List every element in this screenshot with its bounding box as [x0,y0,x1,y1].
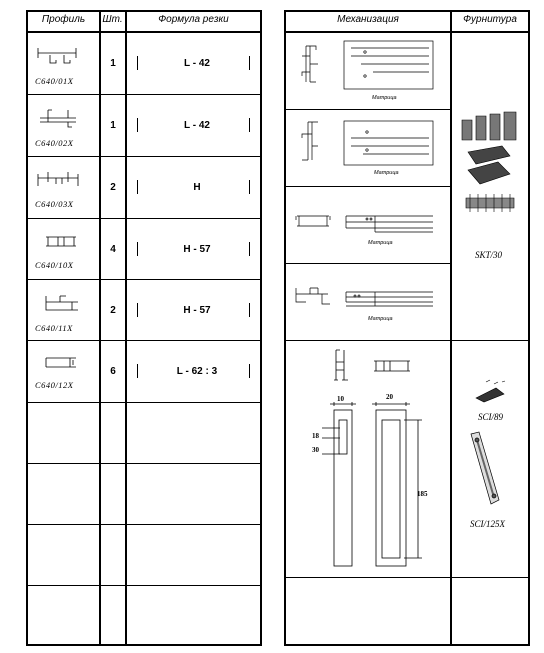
dimension-label: 20 [386,393,393,401]
formula-value: H - 57 [183,305,211,316]
formula-value: L - 42 [184,58,210,69]
profile-icon [44,294,82,314]
milling-drawing [318,402,440,572]
column-divider [450,10,452,646]
formula-value: L - 62 : 3 [176,366,218,377]
hardware-kit-label: SKT/30 [475,250,503,260]
profile-icon [44,234,80,250]
profile-section-drawing [330,348,352,382]
dimension-label: 30 [312,446,319,454]
header-hardware: Фурнитура [463,14,517,25]
qty-value: 2 [110,182,116,193]
qty-value: 6 [110,366,116,377]
qty-value: 4 [110,244,116,255]
hardware-kit-drawing [458,112,522,224]
matrix-drawing [345,214,435,234]
hardware-item-label: SCI/89 [478,412,504,422]
column-divider [99,10,101,646]
formula-value: L - 42 [184,120,210,131]
row-divider [26,463,262,464]
header-qty: Шт. [102,14,123,25]
profile-section-drawing [372,359,412,375]
matrix-label: Матрица [374,170,399,176]
row-divider [26,340,262,341]
formula-bar-right [249,56,250,70]
row-divider [284,577,530,578]
matrix-drawing [345,290,435,308]
row-divider [284,109,451,110]
qty-value: 2 [110,305,116,316]
profile-code: C640/03X [35,199,74,209]
hardware-item-drawing [465,432,505,506]
profile-code: C640/11X [35,323,73,333]
row-divider [284,263,451,264]
column-divider [125,10,127,646]
dimension-label: 10 [337,395,344,403]
formula-bar-right [249,242,250,256]
formula-value: H [193,182,201,193]
qty-value: 1 [110,120,116,131]
header-formula: Формула резки [158,14,229,25]
matrix-drawing [343,40,435,92]
formula-bar-right [249,303,250,317]
qty-value: 1 [110,58,116,69]
formula-value: H - 57 [183,244,211,255]
header-profile: Профиль [41,14,86,25]
profile-section-drawing [300,44,322,84]
matrix-label: Матрица [372,95,397,101]
row-divider [26,94,262,95]
row-divider [26,218,262,219]
dimension-label: 18 [312,432,319,440]
hardware-item-drawing [472,378,510,404]
row-divider [26,402,262,403]
profile-icon [44,356,80,370]
row-divider [26,279,262,280]
row-divider [26,585,262,586]
row-divider [26,524,262,525]
profile-section-drawing [295,214,331,230]
matrix-label: Матрица [368,316,393,322]
profile-code: C640/12X [35,380,74,390]
profile-icon [38,108,80,130]
header-divider [26,31,262,33]
header-mechanization: Механизация [337,14,399,25]
formula-bar-right [249,180,250,194]
matrix-label: Матрица [368,240,393,246]
profile-code: C640/02X [35,138,74,148]
profile-section-drawing [300,120,322,162]
profile-icon [36,46,80,66]
formula-bar-right [249,118,250,132]
profile-code: C640/01X [35,76,74,86]
profile-code: C640/10X [35,260,74,270]
row-divider [284,340,530,341]
profile-section-drawing [294,286,332,306]
row-divider [284,186,451,187]
hardware-item-label: SCI/125X [470,519,505,529]
row-divider [26,156,262,157]
header-divider [284,31,530,33]
profile-icon [36,170,82,192]
dimension-label: 185 [417,490,428,498]
formula-bar-right [249,364,250,378]
matrix-drawing [343,120,435,166]
